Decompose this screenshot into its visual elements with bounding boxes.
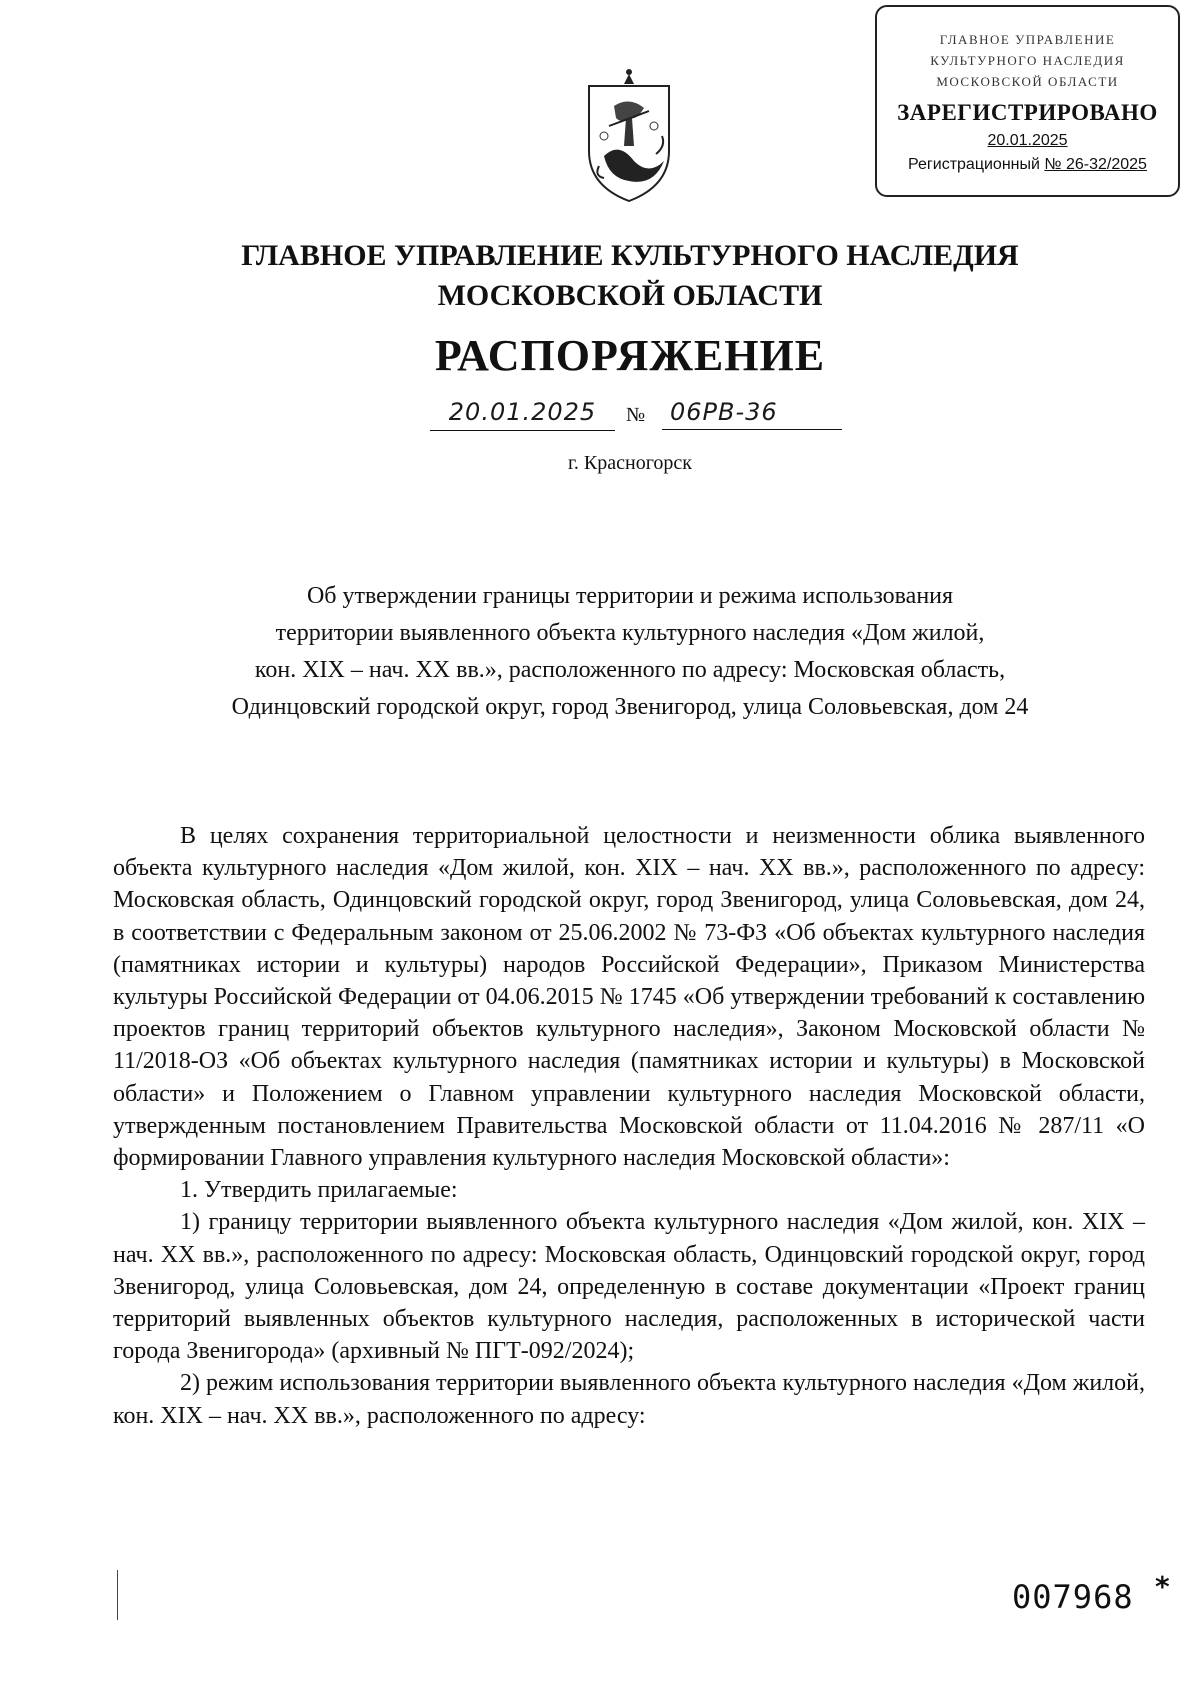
document-subject: [150, 578, 1110, 726]
subject-line-2: территории выявленного объекта культурного наследия «Дом жилой,: [275, 620, 985, 646]
agency-name: [100, 236, 1160, 316]
subject-line-3: кон. XIX – нач. XX вв.», расположенного по адресу: Московская область,: [254, 657, 1006, 683]
preamble-paragraph: В целях сохранения территориальной целостности и неизменности облика выявленного объекта культурного наследия «Дом жилой, кон. XIX – нач. XX вв.», расположенного по адресу: Московская область, Одинцовский городской округ, город Звенигород, улица Соловьевская, дом 24, в соответствии с Федеральным законом от 25.06.2002 № 73-ФЗ «Об объектах культурного наследия (памятниках истории и культуры) народов Российской Федерации», Приказом Министерства культуры Российской Федерации от 04.06.2015 № 1745 «Об утверждении требований к составлению проектов границ территорий объектов культурного наследия», Законом Московской области № 11/2018-ОЗ «Об объектах культурного наследия (памятниках истории и культуры) в Московской области» и Положением о Главном управлении культурного наследия Московской области, утвержденным постановлением Правительства Московской области от 11.04.2016 № 287/11 «О формировании Главного управления культурного наследия Московской области»:: [113, 823, 1145, 1172]
city: г. Красногорск: [567, 452, 693, 474]
serial-mark: *: [1155, 1570, 1170, 1603]
stamp-reg-value: № 26-32/2025: [1044, 156, 1147, 173]
stamp-date: 20.01.2025: [987, 132, 1068, 149]
document-type: РАСПОРЯЖЕНИЕ: [434, 331, 826, 380]
stamp-reg-number: [877, 156, 1178, 174]
stamp-status: ЗАРЕГИСТРИРОВАНО: [897, 100, 1158, 125]
stamp-org-line-1: ГЛАВНОЕ УПРАВЛЕНИЕ: [939, 32, 1116, 47]
item-1: 1. Утвердить прилагаемые:: [180, 1177, 458, 1204]
stamp-org-line-2: КУЛЬТУРНОГО НАСЛЕДИЯ: [930, 53, 1125, 68]
subject-line-1: Об утверждении границы территории и режима использования: [306, 583, 954, 609]
stamp-reg-label: Регистрационный: [908, 156, 1040, 173]
subject-line-4: Одинцовский городской округ, город Звенигород, улица Соловьевская, дом 24: [231, 694, 1029, 720]
moscow-oblast-coat-of-arms-icon: [574, 66, 684, 206]
serial-number: 007968: [1012, 1578, 1134, 1616]
handwritten-number: 06РВ-36: [662, 398, 842, 430]
registration-stamp: [875, 5, 1180, 197]
agency-name-line-2: МОСКОВСКОЙ ОБЛАСТИ: [437, 279, 823, 312]
item-1-1: 1) границу территории выявленного объекта культурного наследия «Дом жилой, кон. XIX – нач. XX вв.», расположенного по адресу: Московская область, Одинцовский городской округ, город Звенигород, улица Соловьевская, дом 24, определенную в составе документации «Проект границ территорий выявленных объектов культурного наследия, расположенных в исторической части города Звенигорода» (архивный № ПГТ-092/2024);: [113, 1209, 1145, 1365]
stamp-org-line-3: МОСКОВСКОЙ ОБЛАСТИ: [936, 74, 1119, 89]
number-sign: №: [626, 404, 646, 426]
item-1-2: 2) режим использования территории выявленного объекта культурного наследия «Дом жилой, кон. XIX – нач. XX вв.», расположенного по адресу:: [113, 1370, 1145, 1429]
margin-line: [117, 1570, 118, 1620]
handwritten-date: 20.01.2025: [430, 398, 615, 431]
document-body: [113, 820, 1145, 1432]
agency-name-line-1: ГЛАВНОЕ УПРАВЛЕНИЕ КУЛЬТУРНОГО НАСЛЕДИЯ: [241, 239, 1019, 272]
date-number-line: [430, 398, 850, 438]
